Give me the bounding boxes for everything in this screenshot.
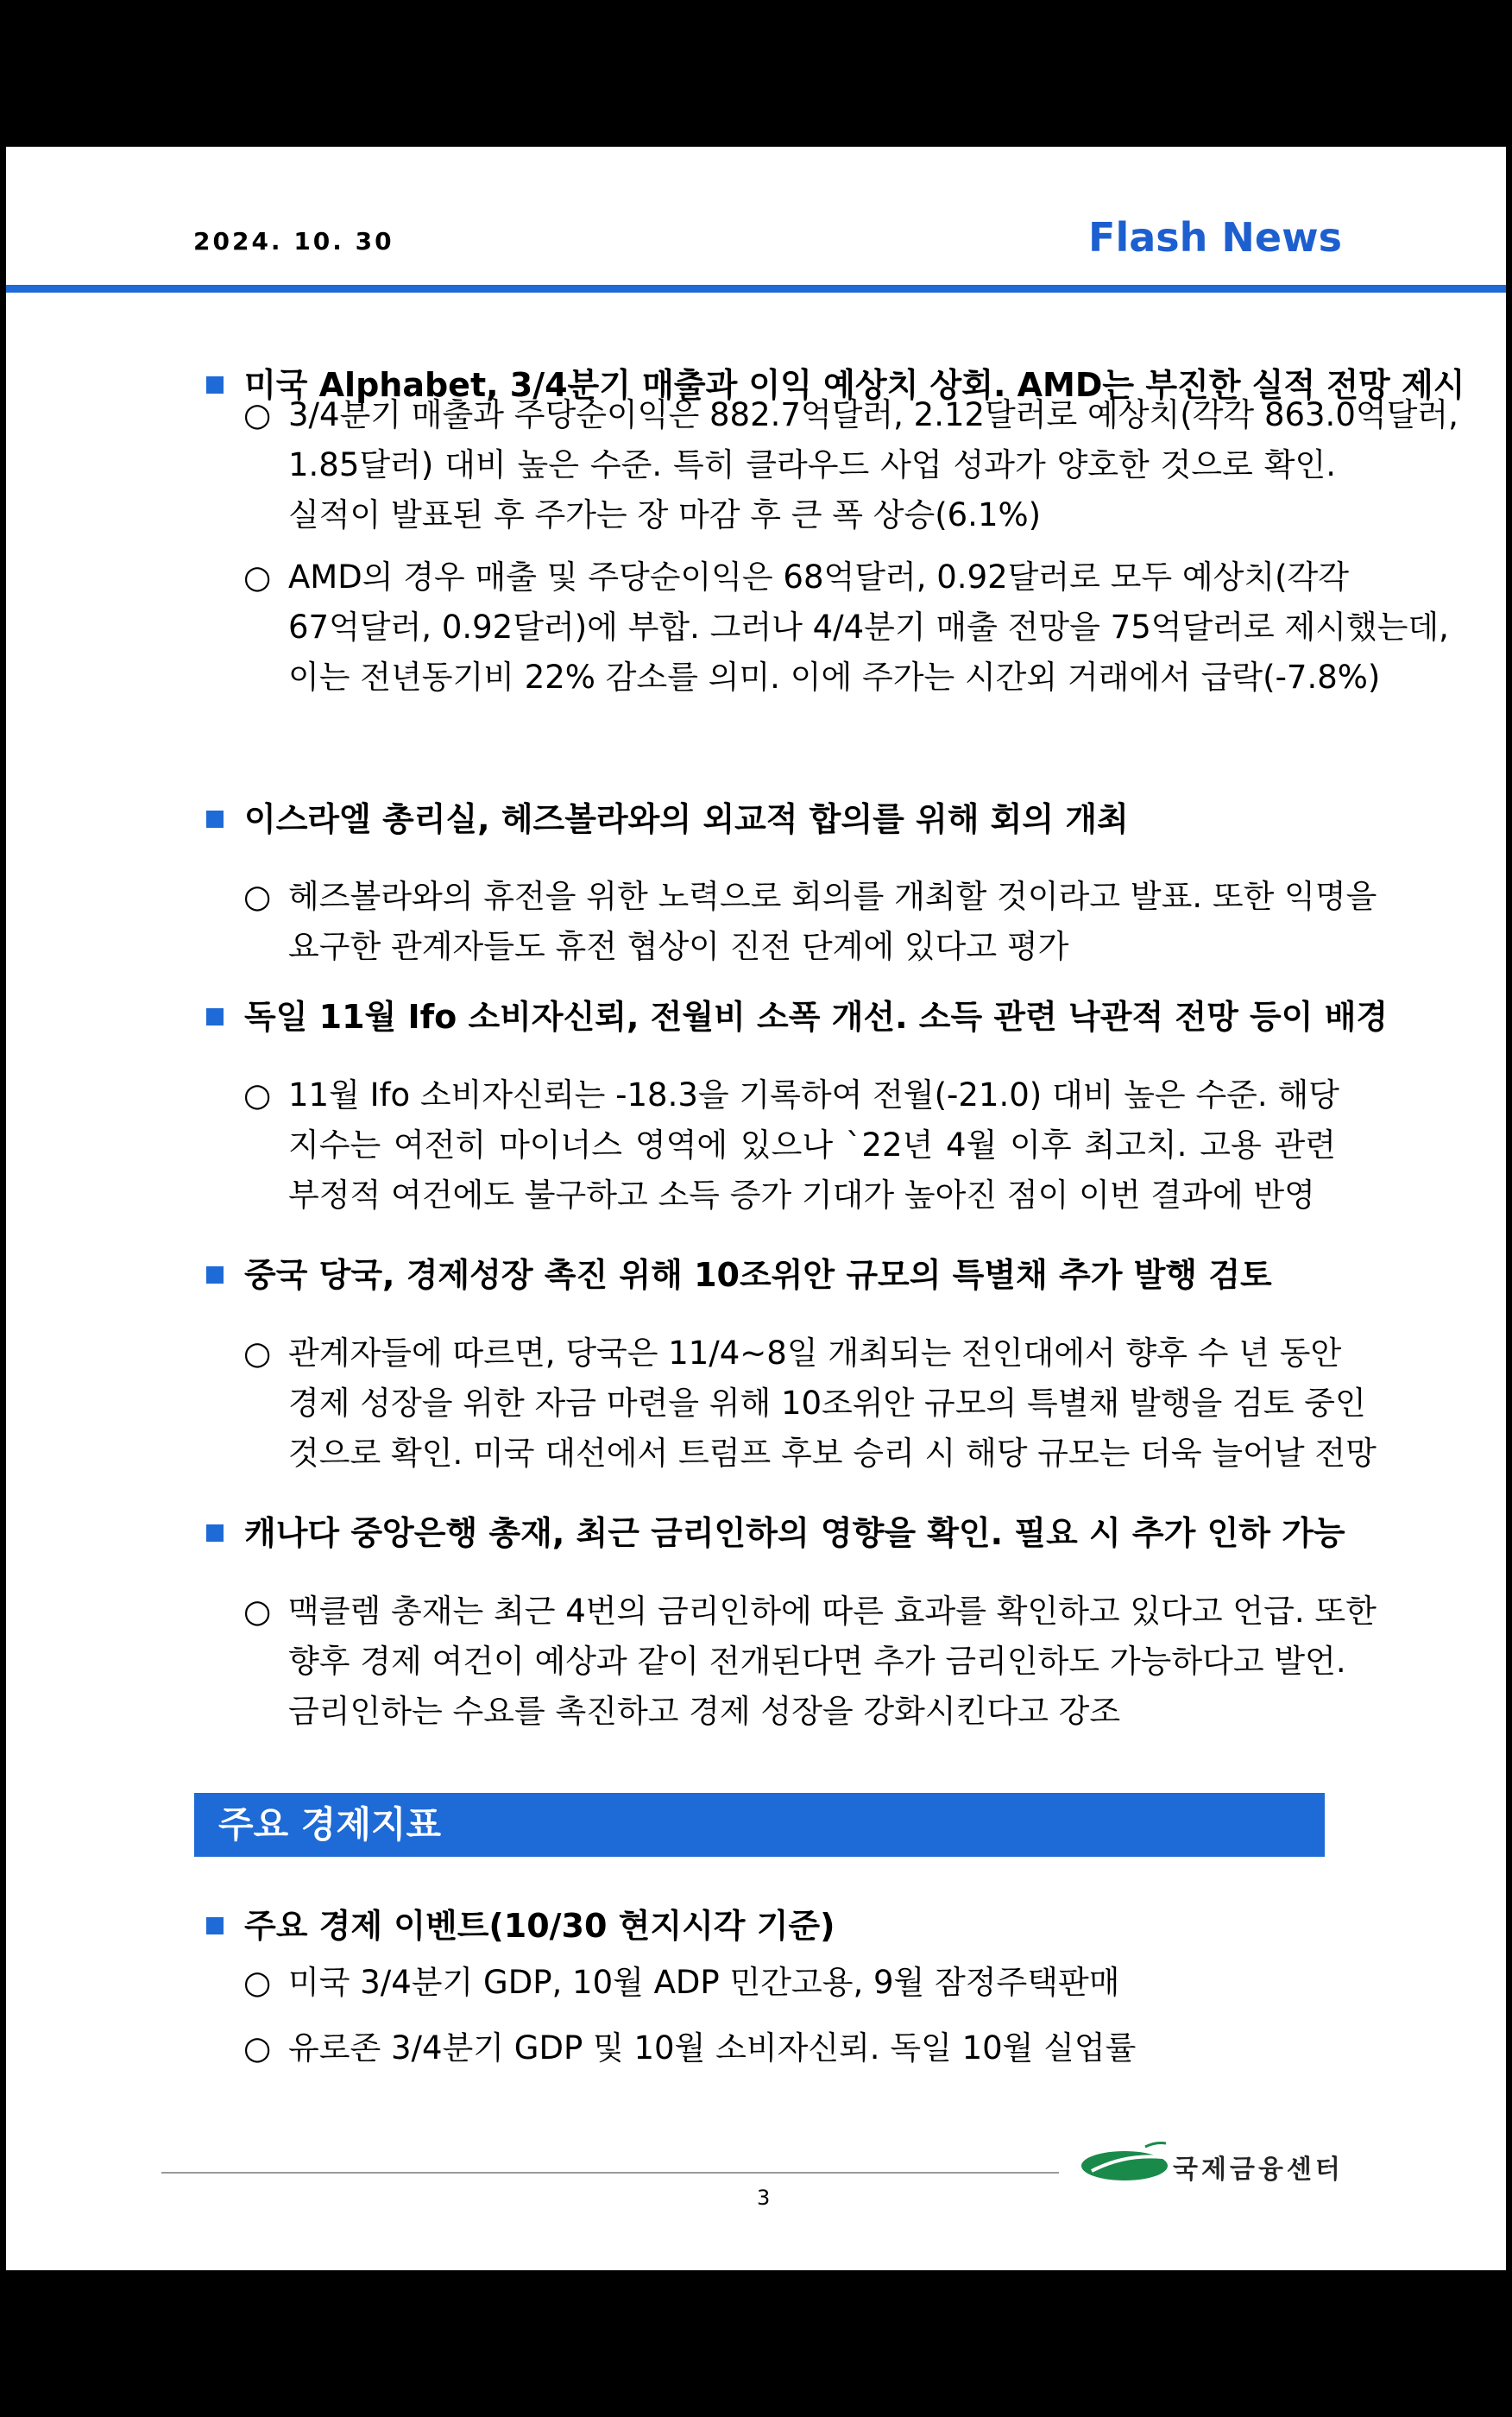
news-paragraph: ○ AMD의 경우 매출 및 주당순이익은 68억달러, 0.92달러로 모두 예상치(각각 67억달러, 0.92달러)에 부합. 그러나 4/4분기 매출 전망을 75억달러로 제시했는데, 이는 전년동기비 22% 감소를 의미. 이에 주가는 시간외 거래에서 급락(-7.8%) (243, 552, 1336, 703)
square-bullet-icon (206, 1524, 224, 1542)
event-item: 미국 3/4분기 GDP, 10월 ADP 민간고용, 9월 잠정주택판매 (288, 1964, 1120, 2001)
circle-bullet-icon: ○ (243, 2029, 272, 2067)
news-paragraph: ○ 3/4분기 매출과 주당순이익은 882.7억달러, 2.12달러로 예상치(각각 863.0억달러, 1.85달러) 대비 높은 수준. 특히 클라우드 사업 성과가 양호한 것으로 확인. 실적이 발표된 후 주가는 장 마감 후 큰 폭 상승(6.1%) (243, 390, 1336, 540)
header-rule (6, 285, 1506, 293)
report-title: Flash News (1088, 214, 1342, 261)
circle-bullet-icon: ○ (243, 1593, 272, 1630)
org-name: 국제금융센터 (1173, 2155, 1344, 2185)
news-headline: 중국 당국, 경제성장 촉진 위해 10조위안 규모의 특별채 추가 발행 검토 (206, 1248, 1272, 1296)
circle-bullet-icon: ○ (243, 878, 272, 915)
news-paragraph: ○ 헤즈볼라와의 휴전을 위한 노력으로 회의를 개최할 것이라고 발표. 또한 익명을 요구한 관계자들도 휴전 협상이 진전 단계에 있다고 평가 (243, 872, 1336, 972)
news-paragraph: ○ 11월 Ifo 소비자신뢰는 -18.3을 기록하여 전월(-21.0) 대비 높은 수준. 해당 지수는 여전히 마이너스 영역에 있으나 `22년 4월 이후 최고치. 고용 관련 부정적 여건에도 불구하고 소득 증가 기대가 높아진 점이 이번 결과에 반영 (243, 1070, 1336, 1221)
events-list (243, 2023, 1336, 2073)
news-headline: 이스라엘 총리실, 헤즈볼라와의 외교적 합의를 위해 회의 개최 (206, 792, 1129, 840)
document-page (6, 147, 1506, 2270)
square-bullet-icon (206, 1266, 224, 1284)
events-list (243, 1958, 1336, 2008)
page-number: 3 (757, 2186, 771, 2210)
events-headline: 주요 경제 이벤트(10/30 현지시각 기준) (206, 1899, 835, 1947)
circle-bullet-icon: ○ (243, 1335, 272, 1372)
square-bullet-icon (206, 376, 224, 394)
footer-rule (161, 2172, 1059, 2174)
news-paragraph: ○ 관계자들에 따르면, 당국은 11/4~8일 개최되는 전인대에서 향후 수 년 동안 경제 성장을 위한 자금 마련을 위해 10조위안 규모의 특별채 발행을 검토 중인 것으로 확인. 미국 대선에서 트럼프 후보 승리 시 해당 규모는 더욱 늘어날 전망 (243, 1328, 1336, 1479)
square-bullet-icon (206, 1008, 224, 1025)
news-headline: 캐나다 중앙은행 총재, 최근 금리인하의 영향을 확인. 필요 시 추가 인하 가능 (206, 1506, 1345, 1554)
circle-bullet-icon: ○ (243, 396, 272, 433)
news-headline: 독일 11월 Ifo 소비자신뢰, 전월비 소폭 개선. 소득 관련 낙관적 전망 등이 배경 (206, 990, 1388, 1038)
section-title-bar: 주요 경제지표 (194, 1793, 1325, 1857)
news-paragraph: ○ 맥클렘 총재는 최근 4번의 금리인하에 따른 효과를 확인하고 있다고 언급. 또한 향후 경제 여건이 예상과 같이 전개된다면 추가 금리인하도 가능하다고 발언. 금리인하는 수요를 촉진하고 경제 성장을 강화시킨다고 강조 (243, 1587, 1336, 1737)
report-date: 2024. 10. 30 (193, 227, 394, 256)
news-headline: 미국 Alphabet, 3/4분기 매출과 이익 예상치 상회. AMD는 부진한 실적 전망 제시 (206, 358, 1465, 406)
event-item: 유로존 3/4분기 GDP 및 10월 소비자신뢰. 독일 10월 실업률 (288, 2029, 1137, 2067)
square-bullet-icon (206, 1917, 224, 1934)
circle-bullet-icon: ○ (243, 1964, 272, 2001)
circle-bullet-icon: ○ (243, 558, 272, 596)
square-bullet-icon (206, 811, 224, 828)
circle-bullet-icon: ○ (243, 1076, 272, 1114)
